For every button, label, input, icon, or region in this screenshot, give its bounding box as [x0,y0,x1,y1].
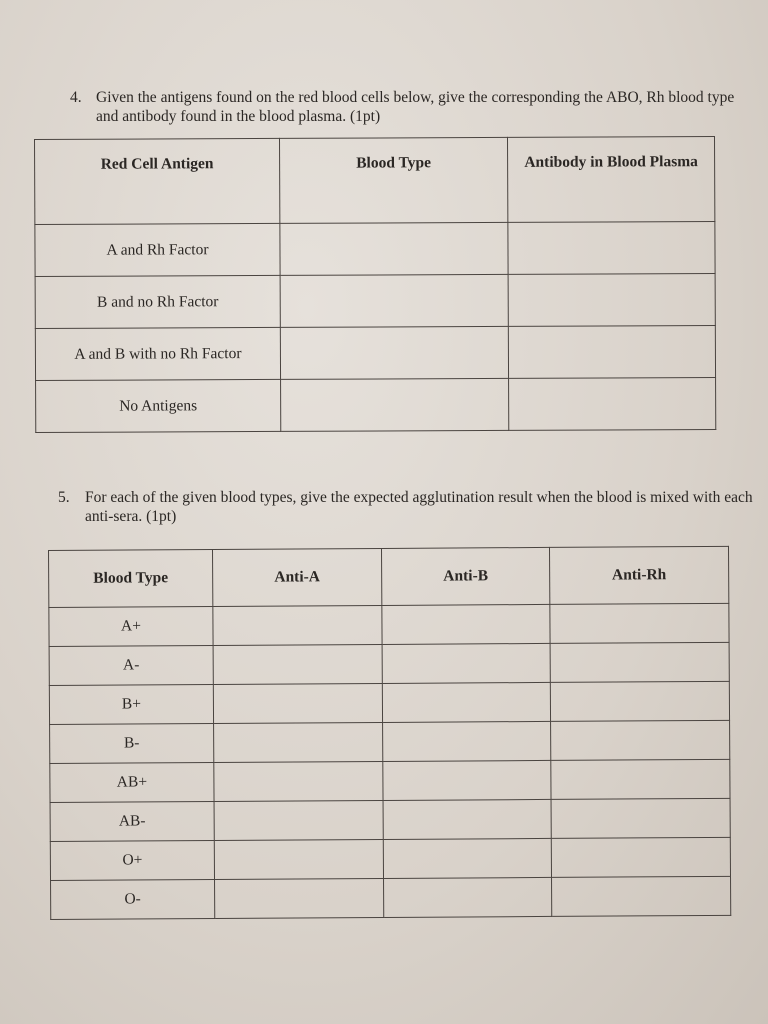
blood-type-answer-cell[interactable] [280,222,508,275]
anti-b-answer-cell[interactable] [382,682,550,722]
blood-type-cell: O- [51,879,215,919]
table-row [49,681,729,724]
anti-a-answer-cell[interactable] [213,683,382,723]
antigen-cell: A and Rh Factor [35,223,280,276]
table-row [49,642,729,685]
anti-rh-answer-cell[interactable] [551,759,730,799]
header-red-cell-antigen: Red Cell Antigen [35,138,280,224]
anti-a-answer-cell[interactable] [213,644,382,684]
anti-rh-answer-cell[interactable] [551,837,730,877]
question-5-number: 5. [58,489,70,506]
header-antibody: Antibody in Blood Plasma [507,137,714,223]
anti-a-answer-cell[interactable] [214,800,383,840]
anti-b-answer-cell[interactable] [382,604,550,644]
question-5-text: For each of the given blood types, give the expected agglutination result when the blood is mixed with each anti-sera. (1pt) [85,489,753,525]
table-row [50,720,730,763]
blood-type-cell: AB+ [50,762,214,802]
blood-type-cell: A- [49,645,213,685]
anti-a-answer-cell[interactable] [214,722,383,762]
antigen-table [34,136,716,433]
anti-rh-answer-cell[interactable] [552,876,731,916]
blood-type-cell: A+ [49,606,213,646]
blood-type-answer-cell[interactable] [281,378,509,431]
blood-type-answer-cell[interactable] [280,274,508,327]
question-4-text: Given the antigens found on the red blood cells below, give the corresponding the ABO, Rh blood type and antibody found in the blood plasma. (1pt) [96,89,735,125]
anti-a-answer-cell[interactable] [215,878,384,918]
anti-b-answer-cell[interactable] [384,877,552,917]
table-row [50,759,730,802]
anti-rh-answer-cell[interactable] [550,603,729,643]
header-blood-type: Blood Type [49,549,213,607]
header-anti-a: Anti-A [212,548,381,606]
anti-a-answer-cell[interactable] [214,839,383,879]
anti-rh-answer-cell[interactable] [551,798,730,838]
anti-b-answer-cell[interactable] [382,643,550,683]
blood-type-cell: O+ [50,840,214,880]
anti-b-answer-cell[interactable] [383,838,551,878]
anti-b-answer-cell[interactable] [383,760,551,800]
blood-type-cell: B- [50,723,214,763]
anti-a-answer-cell[interactable] [214,761,383,801]
table-row [36,378,716,433]
agglutination-table [48,546,731,920]
blood-type-cell: AB- [50,801,214,841]
anti-rh-answer-cell[interactable] [551,720,730,760]
header-anti-b: Anti-B [381,547,549,605]
table-row [51,876,731,919]
antigen-cell: B and no Rh Factor [35,275,280,328]
antigen-cell: A and B with no Rh Factor [35,327,280,380]
table-row [50,837,730,880]
header-anti-rh: Anti-Rh [549,546,728,604]
anti-rh-answer-cell[interactable] [550,681,729,721]
anti-b-answer-cell[interactable] [383,799,551,839]
table-row [49,603,729,646]
antibody-answer-cell[interactable] [508,326,715,379]
anti-rh-answer-cell[interactable] [550,642,729,682]
antibody-answer-cell[interactable] [508,222,715,275]
table-row [35,222,715,277]
table-row [35,326,715,381]
blood-type-answer-cell[interactable] [280,326,508,379]
anti-b-answer-cell[interactable] [383,721,551,761]
antibody-answer-cell[interactable] [508,274,715,327]
blood-type-cell: B+ [49,684,213,724]
antigen-cell: No Antigens [36,379,281,432]
table-row [35,274,715,329]
header-blood-type: Blood Type [279,137,507,223]
antibody-answer-cell[interactable] [509,378,716,431]
question-4-number: 4. [70,89,82,106]
anti-a-answer-cell[interactable] [213,605,382,645]
table-row [50,798,730,841]
